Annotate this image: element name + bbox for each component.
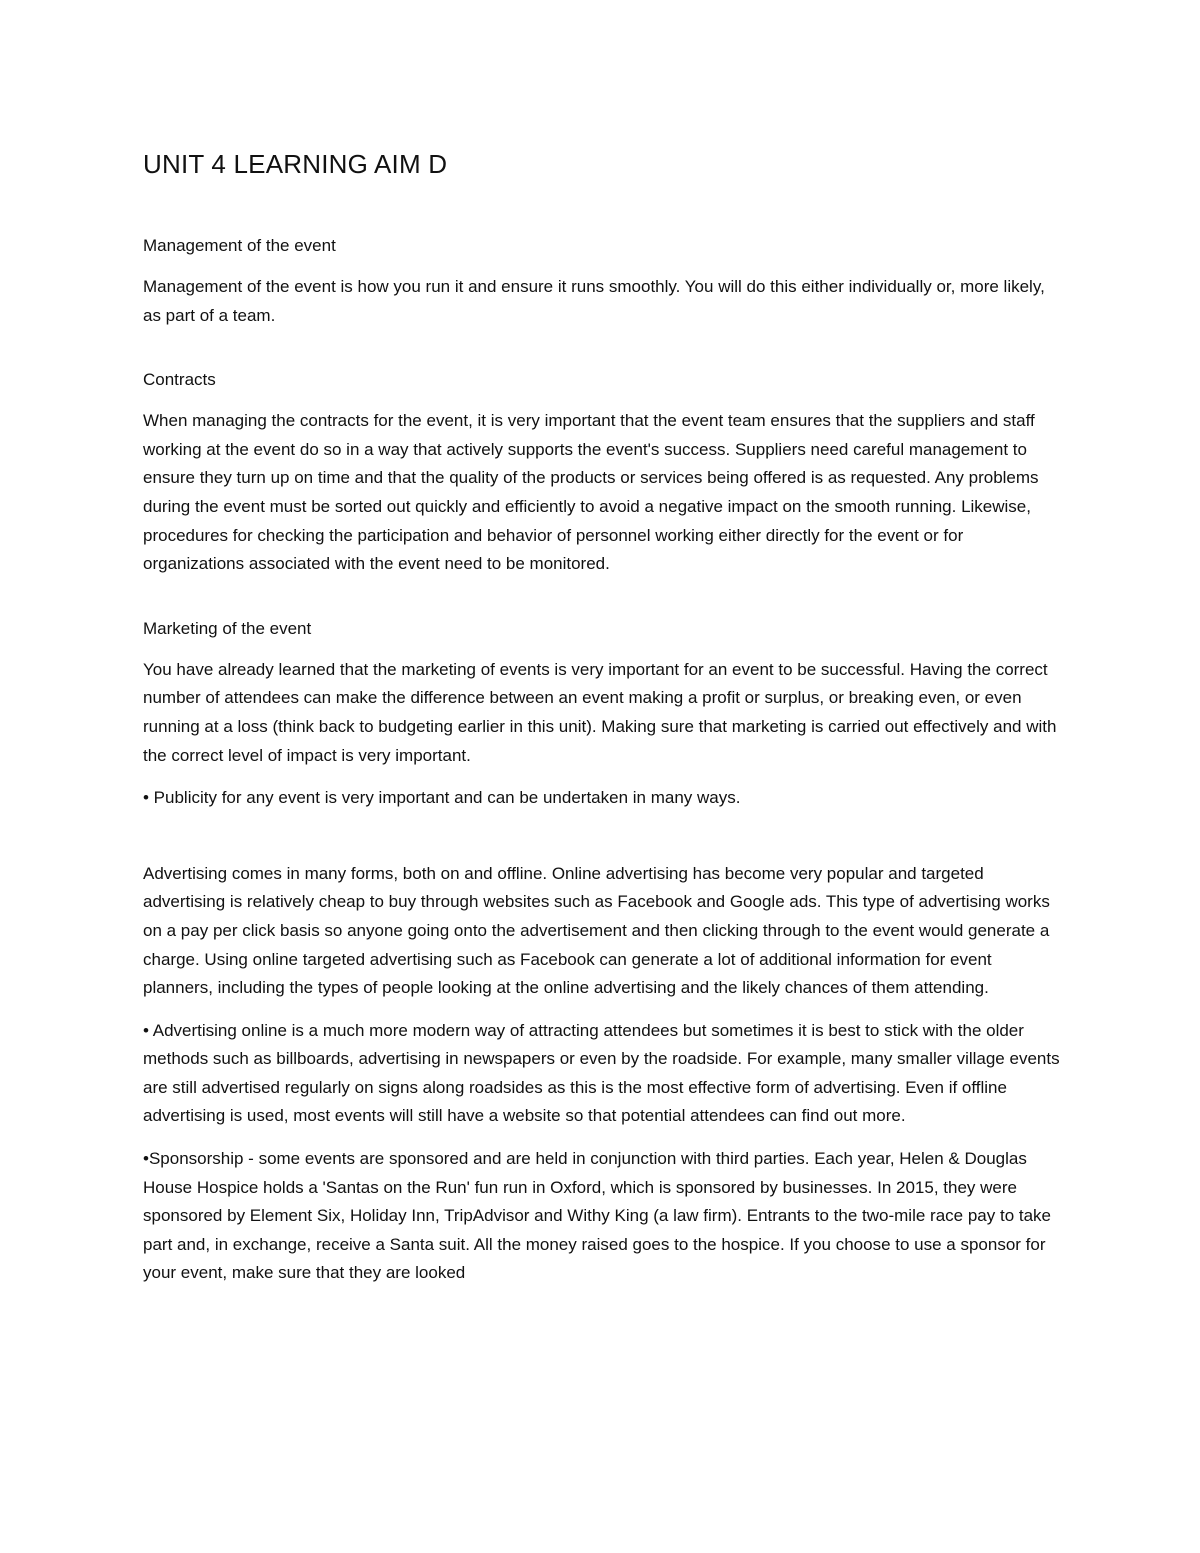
section-heading-contracts: Contracts	[143, 370, 216, 390]
paragraph-management: Management of the event is how you run it and ensure it runs smoothly. You will do this either individually or, more likely, as part of a team.	[143, 277, 1045, 325]
bullet-publicity: • Publicity for any event is very important and can be undertaken in many ways.	[143, 788, 741, 808]
bullet-sponsorship: •Sponsorship - some events are sponsored and are held in conjunction with third parties. Each year, Helen & Douglas House Hospice holds a 'Santas on the Run' fun run in Oxford, which is sponsored by businesses. In 2015, they were sponsored by Element Six, Holiday Inn, TripAdvisor and Withy King (a law firm). Entrants to the two-mile race pay to take part and, in exchange, receive a Santa suit. All the money raised goes to the hospice. If you choose to use a sponsor for your event, make sure that they are looked	[143, 1149, 1051, 1283]
paragraph-advertising: Advertising comes in many forms, both on and offline. Online advertising has become very popular and targeted advertising is relatively cheap to buy through websites such as Facebook and Google ads. This type of advertising works on a pay per click basis so anyone going onto the advertisement and then clicking through to the event would generate a charge. Using online targeted advertising such as Facebook can generate a lot of additional information for event planners, including the types of people looking at the online advertising and the likely chances of them attending.	[143, 863, 1050, 998]
page-title: UNIT 4 LEARNING AIM D	[143, 149, 448, 179]
bullet-advertising-online: • Advertising online is a much more modern way of attracting attendees but sometimes it is best to stick with the older methods such as billboards, advertising in newspapers or even by the roadside. For example, many smaller village events are still advertised regularly on signs along roadsides as this is the most effective form of advertising. Even if offline advertising is used, most events will still have a website so that potential attendees can find out more.	[143, 1020, 1060, 1126]
section-heading-management: Management of the event	[143, 236, 336, 255]
document-page	[143, 148, 1063, 1302]
paragraph-contracts: When managing the contracts for the event, it is very important that the event team ensures that the suppliers and staff working at the event do so in a way that actively supports the event's success. Suppliers need careful management to ensure they turn up on time and that the quality of the products or services being offered is as requested. Any problems during the event must be sorted out quickly and efficiently to avoid a negative impact on the smooth running. Likewise, procedures for checking the participation and behavior of personnel working either directly for the event or for organizations associated with the event need to be monitored.	[143, 411, 1039, 574]
section-heading-marketing: Marketing of the event	[143, 618, 312, 638]
paragraph-marketing: You have already learned that the marketing of events is very important for an event to be successful. Having the correct number of attendees can make the difference between an event making a profit or surplus, or breaking even, or even running at a loss (think back to budgeting earlier in this unit). Making sure that marketing is carried out effectively and with the correct level of impact is very important.	[143, 659, 1057, 765]
